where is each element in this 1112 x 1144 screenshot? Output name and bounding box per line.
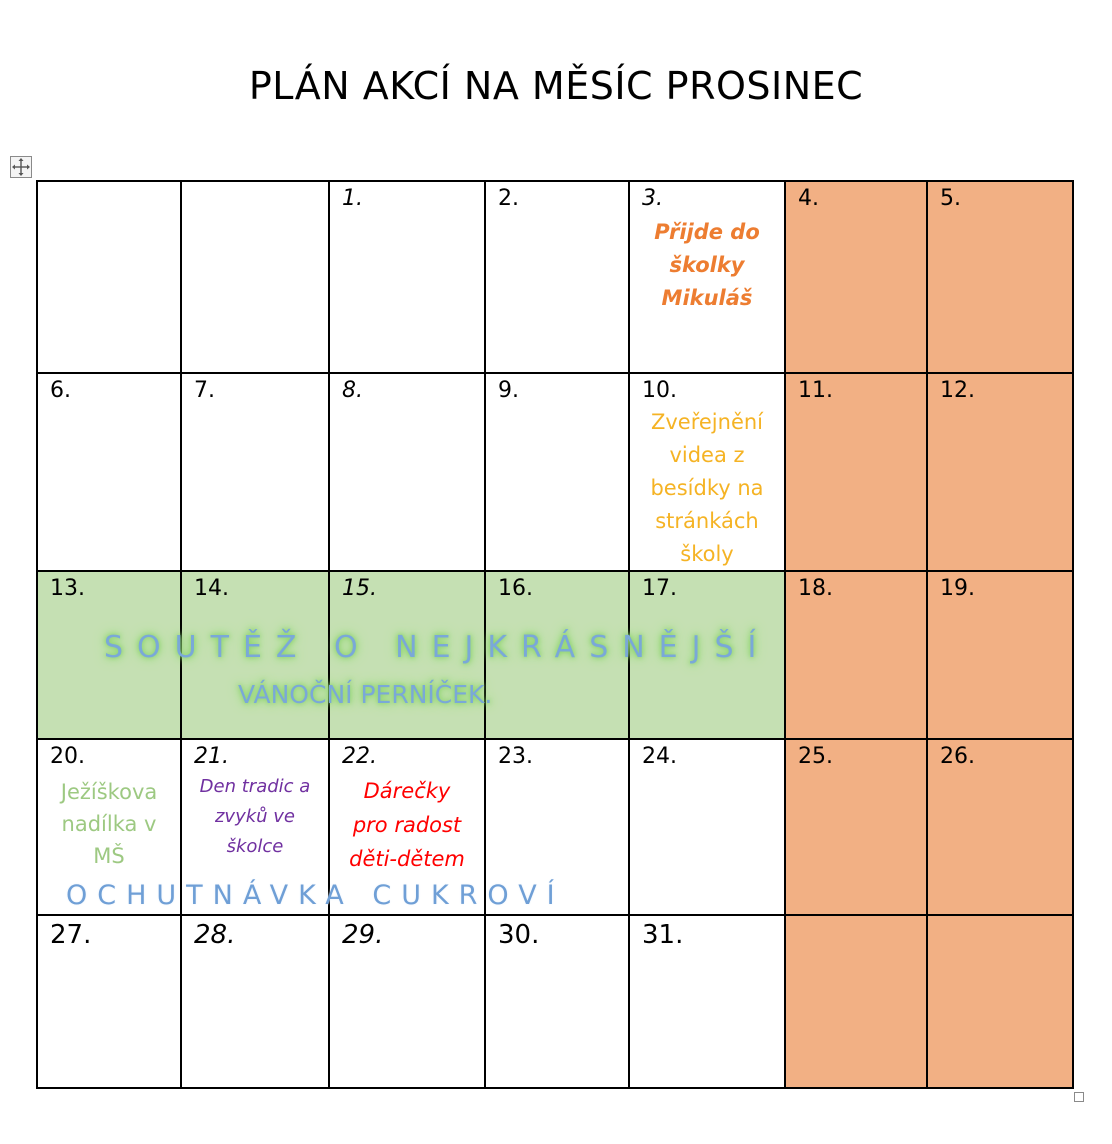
calendar-cell-day-29[interactable] bbox=[328, 914, 486, 1089]
day-number: 27. bbox=[50, 920, 92, 950]
day-number: 16. bbox=[498, 576, 533, 601]
day-number: 30. bbox=[498, 920, 540, 950]
event-line: školky bbox=[669, 253, 745, 277]
calendar-cell-day-18[interactable] bbox=[784, 570, 928, 740]
day-number: 18. bbox=[798, 576, 833, 601]
day-number: 23. bbox=[498, 744, 533, 769]
day-number: 19. bbox=[940, 576, 975, 601]
event-line: školy bbox=[680, 542, 734, 566]
day-number: 11. bbox=[798, 378, 833, 403]
event-den-tradic bbox=[182, 772, 328, 862]
day-number: 4. bbox=[798, 186, 819, 211]
event-line: videa z bbox=[669, 443, 745, 467]
day-number: 31. bbox=[642, 920, 684, 950]
calendar-cell-empty[interactable] bbox=[36, 180, 182, 374]
day-number: 6. bbox=[50, 378, 71, 403]
day-number: 22. bbox=[342, 744, 377, 769]
calendar-cell-day-31[interactable] bbox=[628, 914, 786, 1089]
calendar-cell-empty[interactable] bbox=[180, 180, 330, 374]
calendar-cell-day-28[interactable] bbox=[180, 914, 330, 1089]
day-number: 9. bbox=[498, 378, 519, 403]
event-mikulas bbox=[630, 216, 784, 315]
calendar-cell-day-9[interactable] bbox=[484, 372, 630, 572]
calendar-cell-weekend-empty[interactable] bbox=[784, 914, 928, 1089]
day-number: 29. bbox=[342, 920, 384, 950]
event-line: děti-dětem bbox=[349, 847, 465, 871]
event-jeziskova-nadilka bbox=[38, 776, 180, 872]
calendar-cell-day-24[interactable] bbox=[628, 738, 786, 916]
contest-banner-line1: SOUTĚŽ O NEJKRÁSNĚJŠÍ bbox=[104, 630, 771, 665]
calendar-cell-day-8[interactable] bbox=[328, 372, 486, 572]
day-number: 3. bbox=[642, 186, 663, 211]
calendar-cell-day-4[interactable] bbox=[784, 180, 928, 374]
day-number: 17. bbox=[642, 576, 677, 601]
event-line: Zveřejnění bbox=[650, 410, 764, 434]
day-number: 1. bbox=[342, 186, 363, 211]
day-number: 20. bbox=[50, 744, 85, 769]
day-number: 8. bbox=[342, 378, 363, 403]
page-title: PLÁN AKCÍ NA MĚSÍC PROSINEC bbox=[248, 64, 864, 108]
calendar-cell-day-5[interactable] bbox=[926, 180, 1074, 374]
day-number: 10. bbox=[642, 378, 677, 403]
calendar-cell-day-19[interactable] bbox=[926, 570, 1074, 740]
event-line: MŠ bbox=[93, 844, 125, 868]
day-number: 24. bbox=[642, 744, 677, 769]
event-line: Přijde do bbox=[654, 220, 760, 244]
event-line: besídky na bbox=[650, 476, 764, 500]
event-line: školce bbox=[226, 836, 284, 857]
event-line: Mikuláš bbox=[661, 286, 753, 310]
event-line: stránkách bbox=[655, 509, 759, 533]
table-move-handle-icon[interactable] bbox=[10, 156, 32, 178]
event-video bbox=[630, 406, 784, 571]
event-line: Den tradic a bbox=[199, 776, 311, 797]
day-number: 7. bbox=[194, 378, 215, 403]
day-number: 12. bbox=[940, 378, 975, 403]
calendar-cell-day-7[interactable] bbox=[180, 372, 330, 572]
calendar-cell-day-27[interactable] bbox=[36, 914, 182, 1089]
day-number: 26. bbox=[940, 744, 975, 769]
calendar-cell-day-10[interactable] bbox=[628, 372, 786, 572]
calendar-cell-day-25[interactable] bbox=[784, 738, 928, 916]
day-number: 28. bbox=[194, 920, 236, 950]
calendar-cell-day-2[interactable] bbox=[484, 180, 630, 374]
calendar-cell-weekend-empty[interactable] bbox=[926, 914, 1074, 1089]
calendar-cell-day-6[interactable] bbox=[36, 372, 182, 572]
day-number: 21. bbox=[194, 744, 229, 769]
day-number: 5. bbox=[940, 186, 961, 211]
event-line: pro radost bbox=[352, 813, 462, 837]
day-number: 25. bbox=[798, 744, 833, 769]
tasting-banner: OCHUTNÁVKA CUKROVÍ bbox=[66, 880, 565, 911]
calendar-cell-day-26[interactable] bbox=[926, 738, 1074, 916]
day-number: 13. bbox=[50, 576, 85, 601]
event-line: Dárečky bbox=[363, 779, 451, 803]
calendar-cell-day-1[interactable] bbox=[328, 180, 486, 374]
calendar-cell-day-3[interactable] bbox=[628, 180, 786, 374]
event-line: nadílka v bbox=[61, 812, 157, 836]
event-darecky bbox=[330, 774, 484, 876]
calendar-cell-day-30[interactable] bbox=[484, 914, 630, 1089]
calendar-cell-day-12[interactable] bbox=[926, 372, 1074, 572]
contest-banner-line2: VÁNOČNÍ PERNÍČEK. bbox=[238, 680, 493, 709]
day-number: 15. bbox=[342, 576, 377, 601]
event-line: Ježíškova bbox=[60, 780, 158, 804]
event-line: zvyků ve bbox=[214, 806, 296, 827]
day-number: 2. bbox=[498, 186, 519, 211]
table-resize-handle-icon[interactable] bbox=[1074, 1092, 1084, 1102]
calendar-cell-day-11[interactable] bbox=[784, 372, 928, 572]
day-number: 14. bbox=[194, 576, 229, 601]
